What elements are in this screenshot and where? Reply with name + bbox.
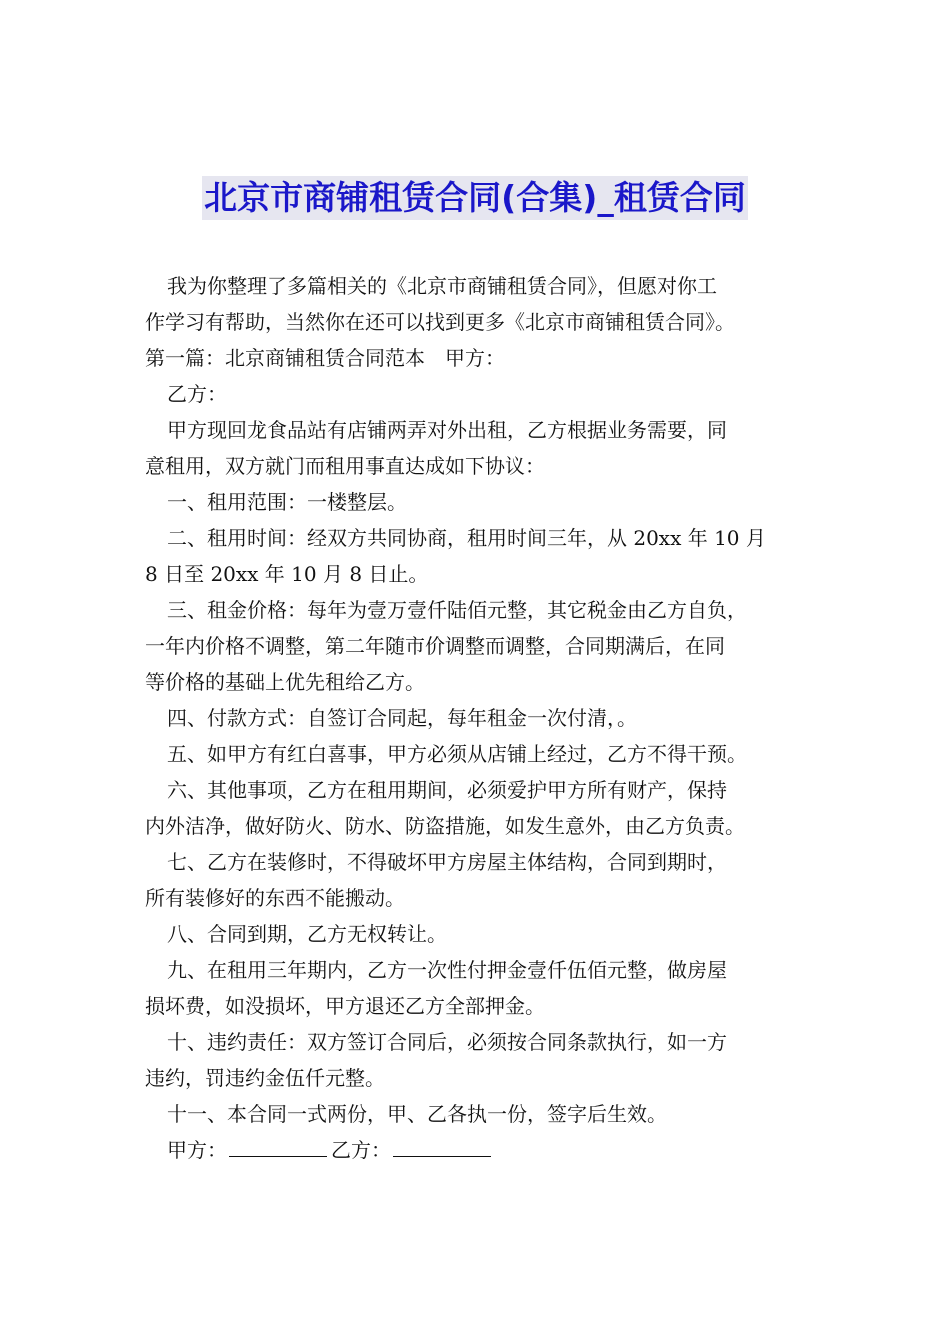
paragraph-line: 第一篇：北京商铺租赁合同范本 甲方： [145,346,505,370]
paragraph-line: 内外洁净，做好防火、防水、防盗措施，如发生意外，由乙方负责。 [145,814,745,838]
party-b-label: 乙方： [331,1138,391,1162]
paragraph-line: 九、在租用三年期内，乙方一次性付押金壹仟伍佰元整，做房屋 [167,958,727,982]
paragraph-line: 所有装修好的东西不能搬动。 [145,886,405,910]
paragraph-line: 我为你整理了多篇相关的《北京市商铺租赁合同》，但愿对你工 [167,274,717,298]
paragraph-line: 乙方： [167,382,227,406]
document-title: 北京市商铺租赁合同(合集)_租赁合同 [202,176,748,220]
party-b-signature-blank [393,1138,491,1157]
paragraph-line: 意租用，双方就门而租用事直达成如下协议： [145,454,545,478]
paragraph-line: 损坏费，如没损坏，甲方退还乙方全部押金。 [145,994,545,1018]
paragraph-line: 十、违约责任：双方签订合同后，必须按合同条款执行，如一方 [167,1030,727,1054]
paragraph-line: 等价格的基础上优先租给乙方。 [145,670,425,694]
paragraph-line: 甲方现回龙食品站有店铺两弄对外出租，乙方根据业务需要，同 [167,418,727,442]
document-body [145,268,825,1168]
paragraph-line: 一、租用范围：一楼整层。 [167,490,407,514]
paragraph-line: 一年内价格不调整，第二年随市价调整而调整，合同期满后，在同 [145,634,725,658]
signature-line [145,1132,825,1168]
title-container [0,176,950,220]
party-a-signature-blank [229,1138,327,1157]
paragraph-line: 三、租金价格：每年为壹万壹仟陆佰元整，其它税金由乙方自负， [167,598,747,622]
paragraph-line: 八、合同到期，乙方无权转让。 [167,922,447,946]
paragraph-line: 十一、本合同一式两份，甲、乙各执一份，签字后生效。 [167,1102,667,1126]
party-a-label: 甲方： [167,1138,227,1162]
paragraph-line: 二、租用时间：经双方共同协商，租用时间三年，从 20xx 年 10 月 [167,526,766,550]
paragraph-line: 六、其他事项，乙方在租用期间，必须爱护甲方所有财产，保持 [167,778,727,802]
paragraph-line: 四、付款方式：自签订合同起，每年租金一次付清，。 [167,706,637,730]
paragraph-line: 作学习有帮助，当然你在还可以找到更多《北京市商铺租赁合同》。 [145,310,735,334]
paragraph-line: 七、乙方在装修时，不得破坏甲方房屋主体结构，合同到期时， [167,850,727,874]
paragraph-line: 违约，罚违约金伍仟元整。 [145,1066,385,1090]
paragraph-line: 8 日至 20xx 年 10 月 8 日止。 [145,562,429,586]
paragraph-line: 五、如甲方有红白喜事，甲方必须从店铺上经过，乙方不得干预。 [167,742,747,766]
